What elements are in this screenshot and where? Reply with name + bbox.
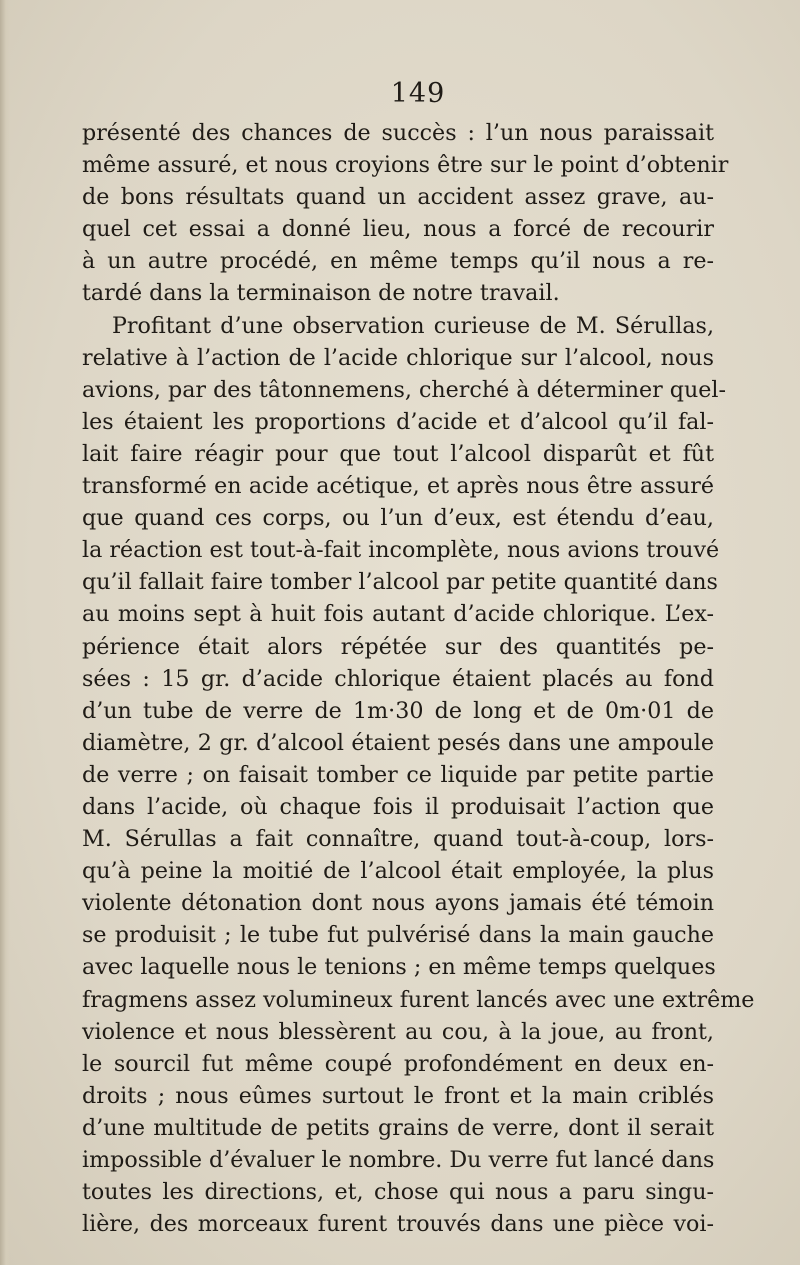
text-line: d’une multitude de petits grains de verre, dont il serait [82, 1114, 714, 1141]
text-line: que quand ces corps, ou l’un d’eux, est étendu d’eau, [82, 505, 714, 532]
text-line: avec laquelle nous le tenions ; en même temps quelques [82, 954, 716, 981]
text-line: le sourcil fut même coupé profondément en deux en- [82, 1050, 714, 1077]
text-line: lière, des morceaux furent trouvés dans une pièce voi- [82, 1211, 714, 1238]
text-line: violente détonation dont nous ayons jamais été témoin [82, 890, 714, 917]
text-line: les étaient les proportions d’acide et d’alcool qu’il fal- [82, 408, 714, 435]
text-line: quel cet essai a donné lieu, nous a forcé de recourir [82, 216, 714, 243]
text-line: avions, par des tâtonnemens, cherché à déterminer quel- [82, 376, 726, 403]
page-binding-edge [0, 0, 10, 1265]
text-line: à un autre procédé, en même temps qu’il nous a re- [82, 248, 714, 275]
text-line: de bons résultats quand un accident assez grave, au- [82, 184, 714, 211]
text-line: sées : 15 gr. d’acide chlorique étaient placés au fond [82, 665, 714, 692]
body-text [82, 117, 755, 1240]
page-number: 149 [390, 78, 446, 109]
text-line: d’un tube de verre de 1m·30 de long et de 0m·01 de [82, 697, 714, 724]
text-line: lait faire réagir pour que tout l’alcool disparût et fût [82, 440, 714, 467]
text-line: périence était alors répétée sur des quantités pe- [82, 633, 714, 660]
text-line: impossible d’évaluer le nombre. Du verre fut lancé dans [82, 1147, 715, 1173]
text-line: diamètre, 2 gr. d’alcool étaient pesés dans une ampoule [82, 729, 714, 756]
paragraph-start-line: Profitant d’une observation curieuse de M. Sérullas, [112, 312, 714, 339]
text-line: transformé en acide acétique, et après nous être assuré [82, 473, 714, 500]
text-line: de verre ; on faisait tomber ce liquide par petite partie [82, 761, 714, 788]
text-line: qu’il fallait faire tomber l’alcool par petite quantité dans [82, 569, 718, 596]
text-line: droits ; nous eûmes surtout le front et la main criblés [82, 1082, 714, 1109]
text-line: dans l’acide, où chaque fois il produisait l’action que [82, 793, 714, 820]
text-line: présenté des chances de succès : l’un nous paraissait [82, 120, 714, 146]
text-line: même assuré, et nous croyions être sur le point d’obtenir [82, 152, 729, 179]
text-line: tardé dans la terminaison de notre travail. [82, 280, 560, 307]
text-line: M. Sérullas a fait connaître, quand tout-à-coup, lors- [82, 826, 714, 853]
text-line: se produisit ; le tube fut pulvérisé dans la main gauche [82, 922, 714, 949]
text-line: au moins sept à huit fois autant d’acide chlorique. L’ex- [82, 601, 714, 628]
text-line: fragmens assez volumineux furent lancés avec une extrême [82, 986, 755, 1013]
text-line: toutes les directions, et, chose qui nous a paru singu- [82, 1179, 714, 1206]
text-line: la réaction est tout-à-fait incomplète, nous avions trouvé [82, 537, 720, 564]
text-line: relative à l’action de l’acide chlorique sur l’alcool, nous [82, 344, 714, 371]
text-line: qu’à peine la moitié de l’alcool était employée, la plus [82, 858, 714, 885]
text-line: violence et nous blessèrent au cou, à la joue, au front, [82, 1018, 714, 1045]
